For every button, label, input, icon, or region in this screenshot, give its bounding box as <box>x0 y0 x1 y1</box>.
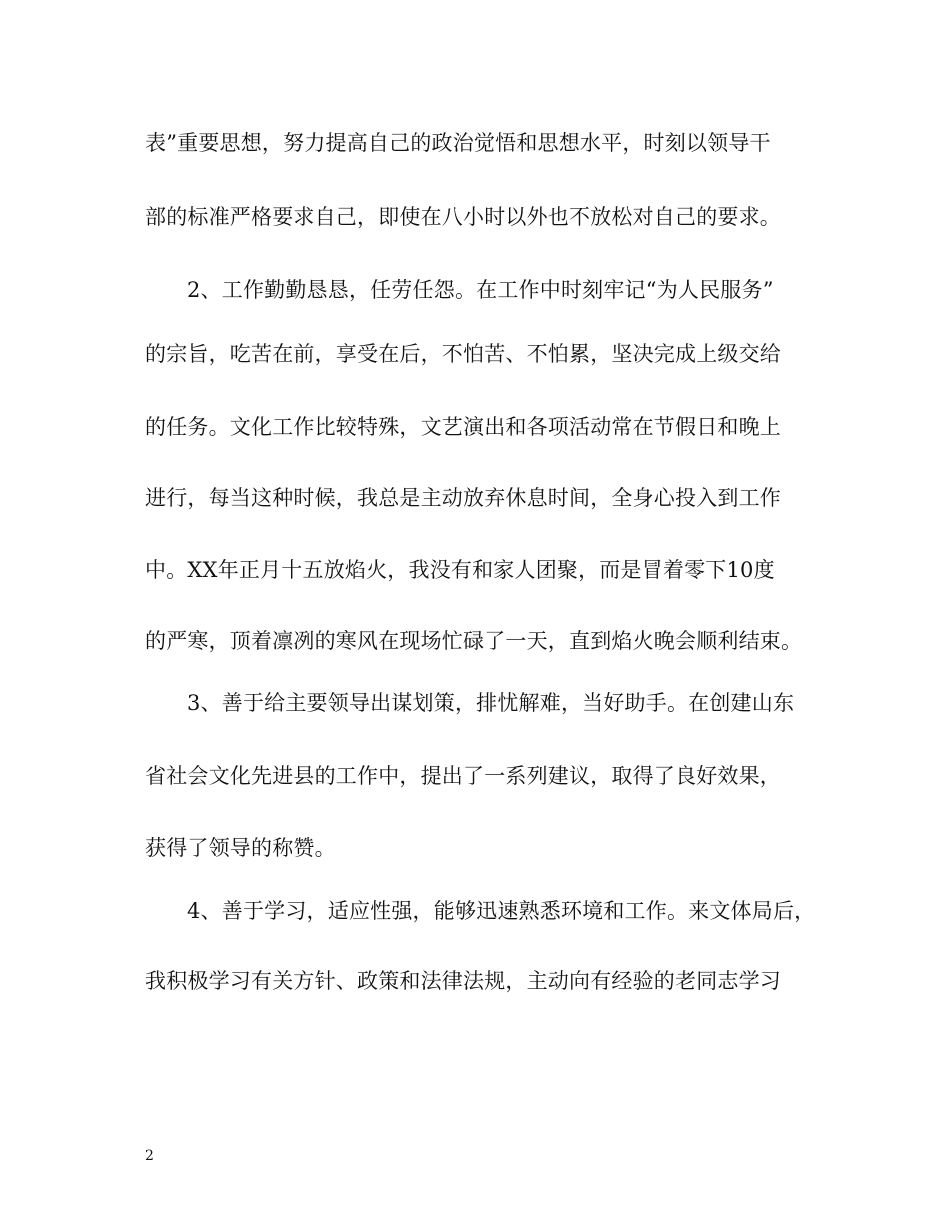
page-number: 2 <box>145 1148 154 1164</box>
text-line: 的宗旨，吃苦在前，享受在后，不怕苦、不怕累，坚决完成上级交给 <box>145 342 781 366</box>
text-line: 获得了领导的称赞。 <box>145 836 336 860</box>
text-line: 表”重要思想，努力提高自己的政治觉悟和思想水平，时刻以领导干 <box>145 131 771 155</box>
text-line: 中。XX年正月十五放焰火，我没有和家人团聚，而是冒着零下10度 <box>145 558 775 582</box>
text-line: 部的标准严格要求自己，即使在八小时以外也不放松对自己的要求。 <box>145 205 781 229</box>
text-line: 我积极学习有关方针、政策和法律法规，主动向有经验的老同志学习 <box>145 969 781 993</box>
paragraph-start-line: 2、工作勤勤恳恳，任劳任怨。在工作中时刻牢记“为人民服务” <box>187 278 774 302</box>
text-line: 的严寒，顶着凛冽的寒风在现场忙碌了一天，直到焰火晚会顺利结束。 <box>145 629 803 653</box>
text-line: 的任务。文化工作比较特殊，文艺演出和各项活动常在节假日和晚上 <box>145 415 781 439</box>
paragraph-start-line: 4、善于学习，适应性强，能够迅速熟悉环境和工作。来文体局后， <box>187 899 816 923</box>
text-line: 进行，每当这种时候，我总是主动放弃休息时间，全身心投入到工作 <box>145 486 781 510</box>
paragraph-start-line: 3、善于给主要领导出谋划策，排忧解难，当好助手。在创建山东 <box>187 691 795 715</box>
text-line: 省社会文化先进县的工作中，提出了一系列建议，取得了良好效果， <box>145 764 781 788</box>
